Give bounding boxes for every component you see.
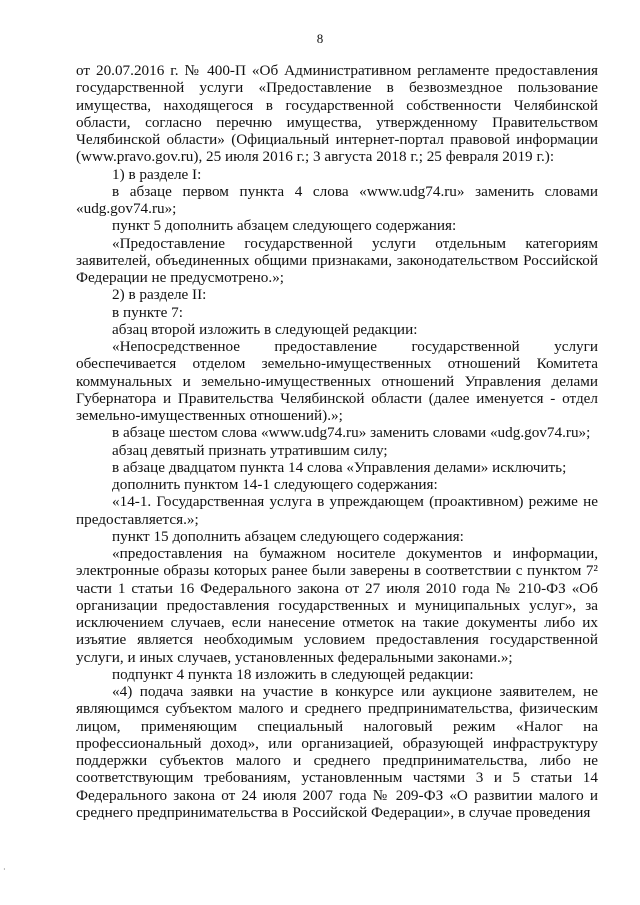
scan-edge-mark: · — [3, 865, 6, 874]
paragraph: в абзаце первом пункта 4 слова «www.udg74.ru» заменить словами «udg.gov74.ru»; — [76, 182, 598, 217]
paragraph: «Предоставление государственной услуги отдельным категориям заявителей, объединенных общими признаками, законодательством Российской Федерации не предусмотрено.»; — [76, 234, 598, 286]
paragraph: подпункт 4 пункта 18 изложить в следующей редакции: — [112, 665, 474, 683]
paragraph: пункт 5 дополнить абзацем следующего содержания: — [112, 217, 457, 235]
document-body — [76, 62, 598, 821]
page-number: 8 — [316, 31, 324, 46]
paragraph: 2) в разделе II: — [112, 286, 207, 304]
paragraph: абзац девятый признать утратившим силу; — [112, 441, 388, 459]
paragraph: 1) в разделе I: — [112, 165, 202, 183]
paragraph: в абзаце шестом слова «www.udg74.ru» заменить словами «udg.gov74.ru»; — [112, 424, 591, 442]
paragraph: дополнить пунктом 14-1 следующего содержания: — [112, 476, 438, 493]
paragraph: «Непосредственное предоставление государственной услуги обеспечивается отделом земельно-имущественных отношений Комитета коммунальных и земельно-имущественных отношений Управления делами Губернатора и Правительства Челябинской области (далее именуется - отдел земельно-имущественных отношений).»; — [76, 338, 598, 424]
paragraph: «14-1. Государственная услуга в упреждающем (проактивном) режиме не предоставляется.»; — [76, 493, 598, 528]
paragraph: «4) подача заявки на участие в конкурсе или аукционе заявителем, не являющимся субъектом малого и среднего предпринимательства, физическим лицом, применяющим специальный налоговый режим «Налог на профессиональный доход», или организацией, образующей инфраструктуру поддержки субъектов малого и среднего предпринимательства, либо не соответствующим требованиям, установленным частями 3 и 5 статьи 14 Федерального закона от 24 июля 2007 года № 209-ФЗ «О развитии малого и среднего предпринимательства в Российской Федерации», в случае проведения — [76, 683, 598, 821]
paragraph: «предоставления на бумажном носителе документов и информации, электронные образы которых ранее были заверены в соответствии с пунктом 7² части 1 статьи 16 Федерального закона от 27 июля 2010 года № 210-ФЗ «Об организации предоставления государственных и муниципальных услуг», за исключением случаев, если нанесение отметок на такие документы либо их изъятие является необходимым условием предоставления государственной услуги, и иных случаев, установленных федеральными законами.»; — [76, 545, 598, 666]
paragraph: абзац второй изложить в следующей редакции: — [112, 320, 418, 338]
paragraph: пункт 15 дополнить абзацем следующего содержания: — [112, 527, 464, 545]
paragraph: от 20.07.2016 г. № 400-П «Об Административном регламенте предоставления государственной услуги «Предоставление в безвозмездное пользование имущества, находящегося в государственной собственности Челябинской области, согласно перечню имущества, утвержденному Правительством Челябинской области» (Официальный интернет-портал правовой информации (www.pravo.gov.ru), 25 июля 2016 г.; 3 августа 2018 г.; 25 февраля 2019 г.): — [76, 62, 598, 166]
paragraph: в пункте 7: — [112, 303, 183, 321]
paragraph: в абзаце двадцатом пункта 14 слова «Управления делами» исключить; — [112, 458, 567, 476]
